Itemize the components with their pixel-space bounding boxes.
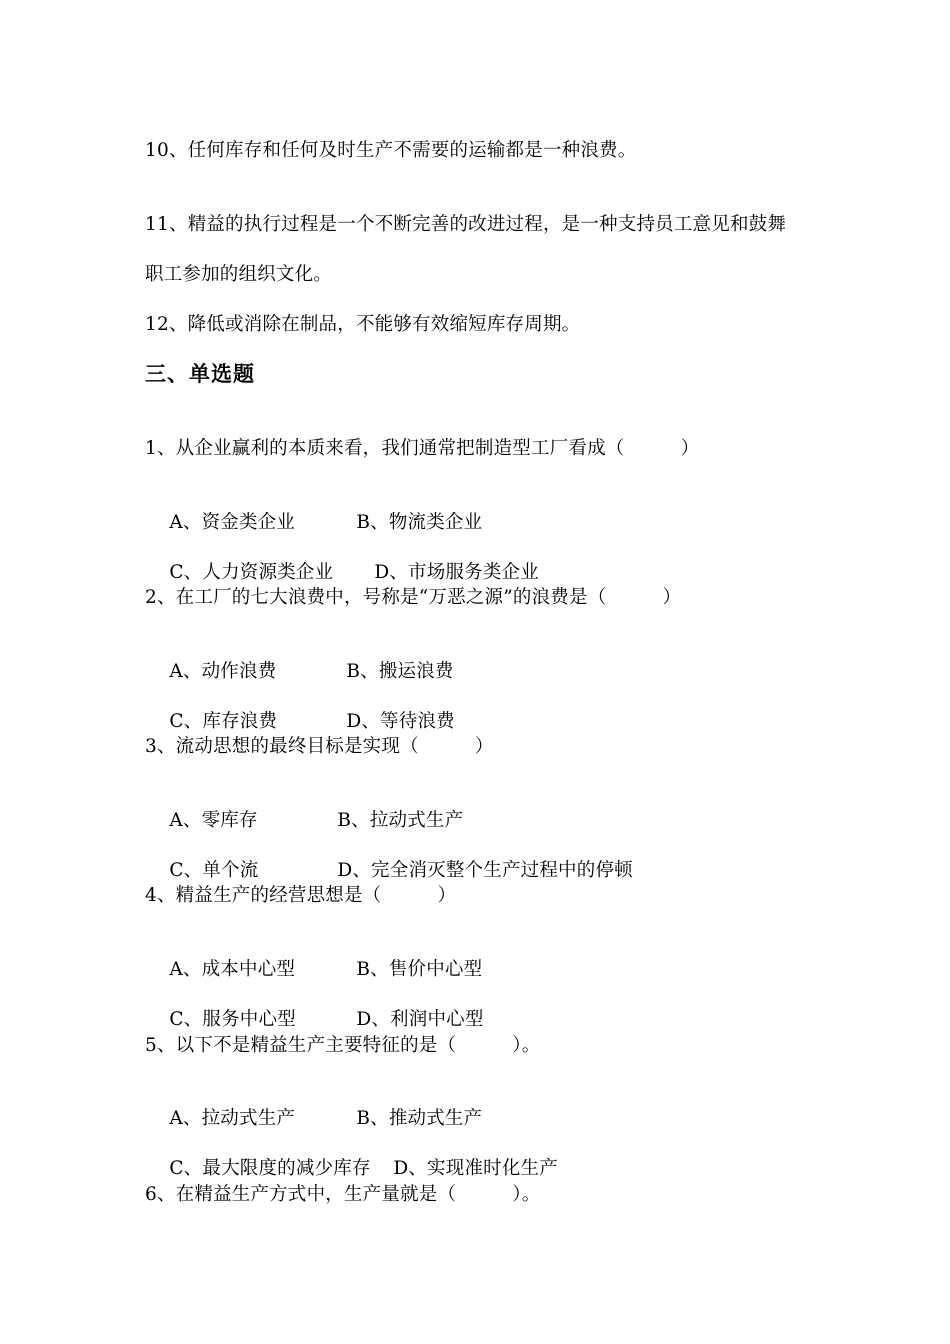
statement-12: 12、降低或消除在制品，不能够有效缩短库存周期。: [145, 314, 581, 335]
option-b: B、搬运浪费: [346, 661, 454, 682]
question-4-stem: 4、精益生产的经营思想是（ ）: [145, 885, 457, 906]
option-d: D、市场服务类企业: [374, 562, 539, 583]
statement-11-line1: 11、精益的执行过程是一个不断完善的改进过程，是一种支持员工意见和鼓舞: [145, 214, 787, 235]
option-c: C、最大限度的减少库存: [169, 1158, 371, 1179]
option-d: D、利润中心型: [356, 1009, 484, 1030]
option-c: C、库存浪费: [169, 711, 278, 732]
question-2-stem: 2、在工厂的七大浪费中，号称是“万恶之源”的浪费是（ ）: [145, 587, 682, 608]
option-c: C、单个流: [169, 860, 259, 881]
option-b: B、售价中心型: [356, 959, 483, 980]
statement-11-line2: 职工参加的组织文化。: [145, 264, 333, 285]
option-d: D、实现准时化生产: [393, 1158, 558, 1179]
option-a: A、成本中心型: [169, 959, 296, 980]
question-1-stem: 1、从企业赢利的本质来看，我们通常把制造型工厂看成（ ）: [145, 438, 700, 459]
question-3-stem: 3、流动思想的最终目标是实现（ ）: [145, 736, 494, 757]
statement-10: 10、任何库存和任何及时生产不需要的运输都是一种浪费。: [145, 140, 637, 161]
section-title: 三、单选题: [145, 361, 255, 386]
option-b: B、推动式生产: [356, 1108, 483, 1129]
question-5-stem: 5、以下不是精益生产主要特征的是（ ）。: [145, 1035, 541, 1056]
question-6-stem: 6、在精益生产方式中，生产量就是（ ）。: [145, 1184, 541, 1205]
option-d: D、完全消灭整个生产过程中的停顿: [337, 860, 633, 881]
option-c: C、人力资源类企业: [169, 562, 334, 583]
option-d: D、等待浪费: [346, 711, 455, 732]
option-a: A、资金类企业: [169, 512, 296, 533]
option-b: B、拉动式生产: [337, 810, 464, 831]
option-a: A、动作浪费: [169, 661, 277, 682]
option-b: B、物流类企业: [356, 512, 483, 533]
option-a: A、拉动式生产: [169, 1108, 296, 1129]
option-c: C、服务中心型: [169, 1009, 296, 1030]
option-a: A、零库存: [169, 810, 258, 831]
